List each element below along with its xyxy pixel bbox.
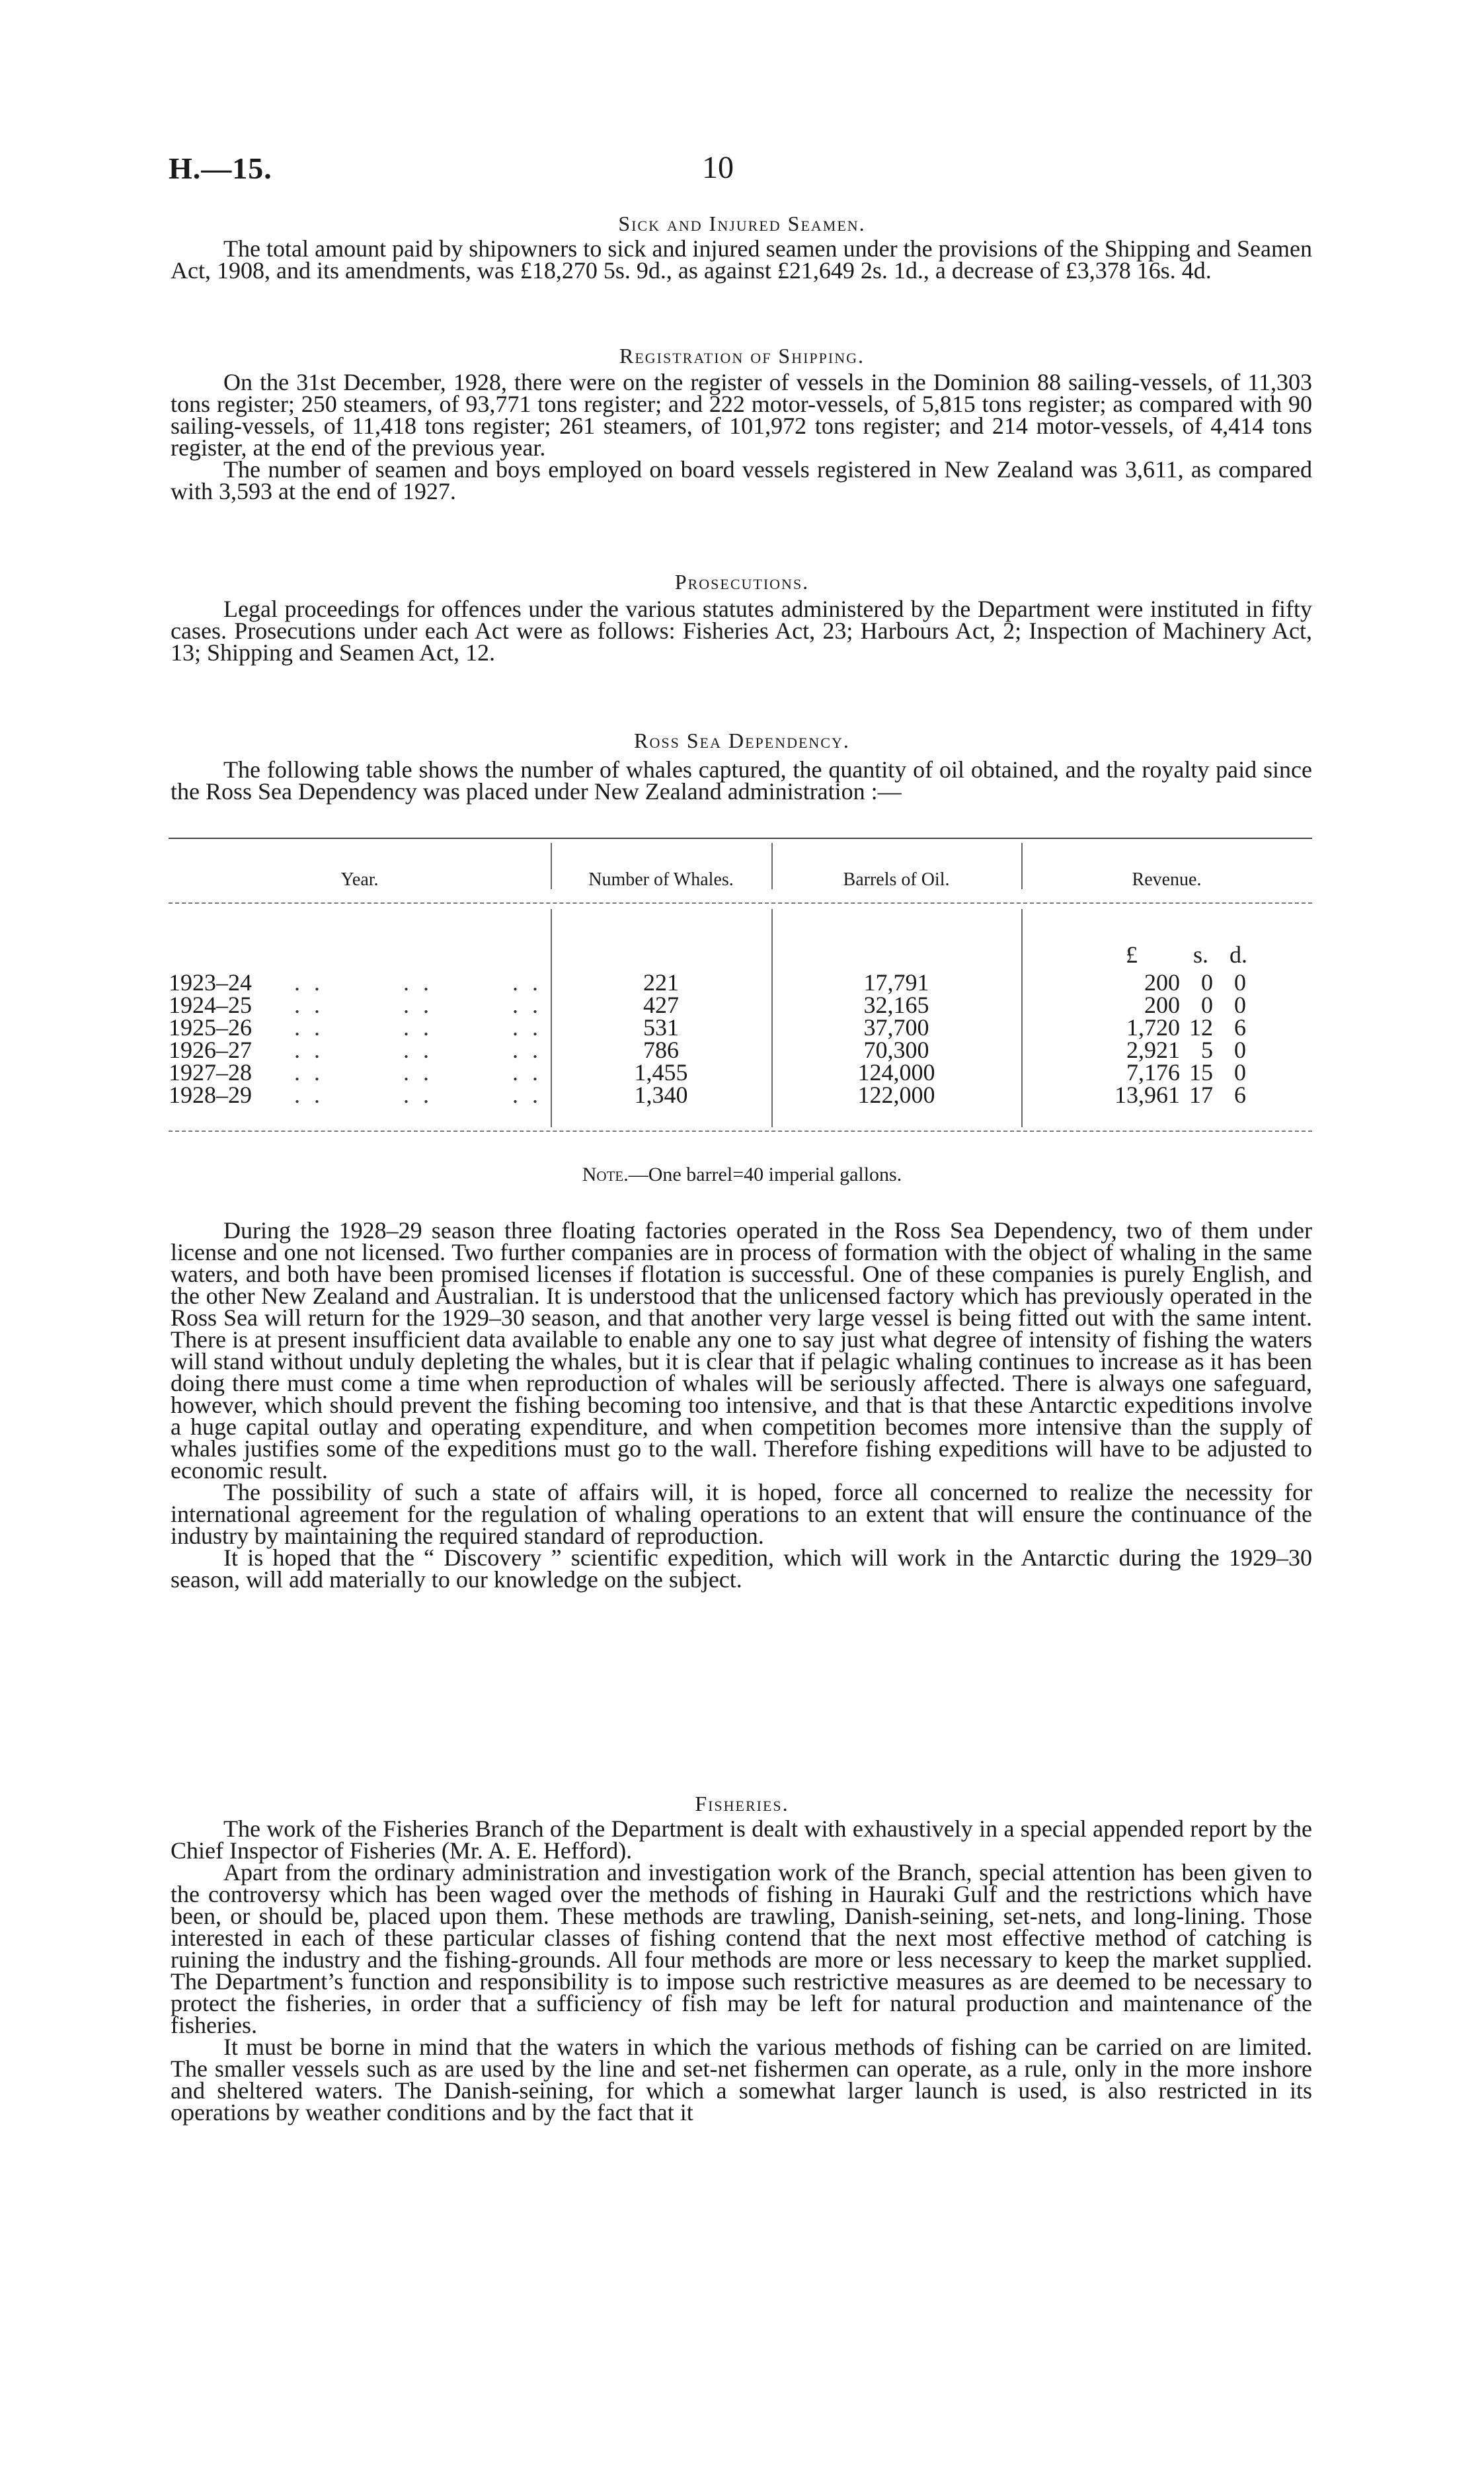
cell-pounds: 7,176 bbox=[1126, 1059, 1180, 1086]
cell-whales: 1,340 bbox=[634, 1082, 688, 1108]
cell-shillings: 5 bbox=[1201, 1037, 1213, 1063]
paragraph: The possibility of such a state of affairs will, it is hoped, force all concerned to realize the necessity for international agreement for the regulation of whaling operations to an extent that will ensure the continuance of the industry by maintaining the required standard of reproduction. bbox=[171, 1479, 1312, 1549]
header-year: Year. bbox=[340, 869, 379, 890]
cell-pence: 6 bbox=[1234, 1082, 1246, 1108]
heading-prosecutions: Prosecutions. bbox=[674, 570, 810, 594]
cell-whales: 221 bbox=[643, 969, 679, 996]
document-reference: H.—15. bbox=[169, 151, 272, 185]
heading-ross-sea: Ross Sea Dependency. bbox=[634, 729, 850, 752]
paragraph: On the 31st December, 1928, there were on the register of vessels in the Dominion 88 sailing-vessels, of 11,303 tons register; 250 steamers, of 93,771 tons register; and 222 motor-vessels, of 5,815 tons register; as compared with 90 sailing-vessels, of 11,418 tons register; 261 steamers, of 101,972 tons register; and 214 motor-vessels, of 4,414 tons register, at the end of the previous year. bbox=[171, 369, 1312, 461]
paragraph: It must be borne in mind that the waters in which the various methods of fishing can be carried on are limited. The smaller vessels such as are used by the line and set-net fishermen can operate, as a rule, only in the more inshore and sheltered waters. The Danish-seining, for which a somewhat larger launch is used, is also restricted in its operations by weather conditions and by the fact that it bbox=[171, 2034, 1312, 2126]
cell-pounds: 1,720 bbox=[1126, 1014, 1180, 1041]
heading-registration: Registration of Shipping. bbox=[619, 344, 865, 368]
header-whales: Number of Whales. bbox=[588, 869, 734, 890]
body-prosecutions bbox=[171, 598, 1312, 664]
cell-shillings: 17 bbox=[1189, 1082, 1213, 1108]
cell-oil: 124,000 bbox=[857, 1059, 935, 1086]
cell-pence: 0 bbox=[1234, 969, 1246, 996]
cell-whales: 427 bbox=[643, 992, 679, 1018]
paragraph: The number of seamen and boys employed on board vessels registered in New Zealand was 3,611, as compared with 3,593 at the end of 1927. bbox=[171, 456, 1312, 504]
page-number: 10 bbox=[702, 150, 734, 185]
leader-dots: . . . . . . bbox=[294, 1082, 542, 1108]
cell-pounds: 200 bbox=[1144, 969, 1180, 996]
body-fisheries bbox=[171, 1815, 1312, 2126]
note-text: —One barrel=40 imperial gallons. bbox=[628, 1164, 902, 1185]
table-row bbox=[169, 1036, 1312, 1063]
cell-year: 1924–25 bbox=[169, 992, 252, 1018]
cell-shillings: 12 bbox=[1189, 1014, 1213, 1041]
table-row bbox=[169, 969, 1312, 996]
cell-shillings: 0 bbox=[1201, 992, 1213, 1018]
cell-pence: 0 bbox=[1234, 992, 1246, 1018]
cell-shillings: 15 bbox=[1189, 1059, 1213, 1086]
cell-pence: 0 bbox=[1234, 1037, 1246, 1063]
cell-pence: 0 bbox=[1234, 1059, 1246, 1086]
cell-oil: 17,791 bbox=[863, 969, 929, 996]
leader-dots: . . . . . . bbox=[294, 1059, 542, 1086]
heading-sick-seamen: Sick and Injured Seamen. bbox=[618, 212, 866, 235]
leader-dots: . . . . . . bbox=[294, 969, 542, 996]
cell-year: 1928–29 bbox=[169, 1082, 252, 1108]
table-row bbox=[169, 1081, 1312, 1108]
body-registration bbox=[171, 369, 1312, 504]
table-bottom-rule bbox=[169, 1131, 1312, 1132]
leader-dots: . . . . . . bbox=[294, 992, 542, 1018]
cell-pounds: 200 bbox=[1144, 992, 1180, 1018]
leader-dots: . . . . . . bbox=[294, 1014, 542, 1041]
table-top-rule bbox=[169, 838, 1312, 839]
cell-year: 1923–24 bbox=[169, 969, 252, 996]
body-ross-sea bbox=[171, 1217, 1312, 1593]
cell-pounds: 2,921 bbox=[1126, 1037, 1180, 1063]
header-oil: Barrels of Oil. bbox=[843, 869, 950, 890]
table-row bbox=[169, 1058, 1312, 1086]
paragraph: During the 1928–29 season three floating factories operated in the Ross Sea Dependency, two of them under license and one not licensed. Two further companies are in process of formation with the object of whaling in the same waters, and both have been promised licenses if flotation is successful. One of these companies is purely English, and the other New Zealand and Australian. It is understood that the unlicensed factory which has previously operated in the Ross Sea will return for the 1929–30 season, and that another very large vessel is being fitted out with the same intent. There is at present insufficient data available to enable any one to say just what degree of intensity of fishing the waters will stand without unduly depleting the whales, but it is clear that if pelagic whaling continues to increase as it has been doing there must come a time when reproduction of whales will be seriously affected. There is always one safeguard, however, which should prevent the fishing becoming too intensive, and that is that these Antarctic expeditions involve a huge capital outlay and operating expenditure, and when competition becomes more intensive than the supply of whales justifies some of the expeditions must go to the wall. Therefore fishing expeditions will have to be adjusted to economic result. bbox=[171, 1217, 1312, 1484]
header-rule bbox=[169, 902, 1312, 904]
heading-fisheries: Fisheries. bbox=[695, 1792, 789, 1815]
table-note bbox=[0, 1164, 1484, 1186]
cell-pounds: 13,961 bbox=[1114, 1082, 1180, 1108]
cell-oil: 122,000 bbox=[857, 1082, 935, 1108]
revenue-units-row bbox=[169, 941, 1312, 968]
paragraph: The work of the Fisheries Branch of the Department is dealt with exhaustively in a special appended report by the Chief Inspector of Fisheries (Mr. A. E. Hefford). bbox=[171, 1815, 1312, 1864]
cell-whales: 531 bbox=[643, 1014, 679, 1041]
whaling-table bbox=[169, 836, 1312, 1154]
header-revenue: Revenue. bbox=[1132, 869, 1202, 890]
note-label: Note. bbox=[582, 1164, 629, 1185]
body-sick-seamen bbox=[171, 235, 1312, 284]
paragraph: It is hoped that the “ Discovery ” scientific expedition, which will work in the Antarctic during the 1929–30 season, will add materially to our knowledge on the subject. bbox=[171, 1544, 1312, 1593]
cell-oil: 70,300 bbox=[863, 1037, 929, 1063]
unit-pounds: £ bbox=[1126, 941, 1138, 968]
table-row bbox=[169, 1014, 1312, 1041]
paragraph: Apart from the ordinary administration and investigation work of the Branch, special attention has been given to the controversy which has been waged over the methods of fishing in Hauraki Gulf and the restrictions which have been, or should be, placed upon them. These methods are trawling, Danish-seining, set-nets, and long-lining. Those interested in each of these particular classes of fishing contend that the next most effective method of catching is ruining the industry and the fishing-grounds. All four methods are more or less necessary to keep the market supplied. The Department’s function and responsibility is to impose such restrictive measures as are deemed to be necessary to protect the fisheries, in order that a sufficiency of fish may be left for natural production and maintenance of the fisheries. bbox=[171, 1859, 1312, 2038]
unit-shillings: s. bbox=[1193, 941, 1209, 968]
cell-whales: 1,455 bbox=[634, 1059, 688, 1086]
leader-dots: . . . . . . bbox=[294, 1037, 542, 1063]
cell-year: 1926–27 bbox=[169, 1037, 252, 1063]
cell-pence: 6 bbox=[1234, 1014, 1246, 1041]
table-row bbox=[169, 991, 1312, 1018]
cell-year: 1925–26 bbox=[169, 1014, 252, 1041]
paragraph: The total amount paid by shipowners to sick and injured seamen under the provisions of the Shipping and Seamen Act, 1908, and its amendments, was £18,270 5s. 9d., as against £21,649 2s. 1d., a decrease of £3,378 16s. 4d. bbox=[171, 235, 1312, 284]
cell-shillings: 0 bbox=[1201, 969, 1213, 996]
cell-whales: 786 bbox=[643, 1037, 679, 1063]
paragraph: Legal proceedings for offences under the various statutes administered by the Department were instituted in fifty cases. Prosecutions under each Act were as follows: Fisheries Act, 23; Harbours Act, 2; Inspection of Machinery Act, 13; Shipping and Seamen Act, 12. bbox=[171, 596, 1312, 666]
cell-oil: 37,700 bbox=[863, 1014, 929, 1041]
ross-sea-intro bbox=[171, 756, 1312, 805]
unit-pence: d. bbox=[1230, 941, 1247, 968]
cell-year: 1927–28 bbox=[169, 1059, 252, 1086]
cell-oil: 32,165 bbox=[863, 992, 929, 1018]
paragraph: The following table shows the number of whales captured, the quantity of oil obtained, and the royalty paid since the Ross Sea Dependency was placed under New Zealand administration :— bbox=[171, 756, 1312, 805]
